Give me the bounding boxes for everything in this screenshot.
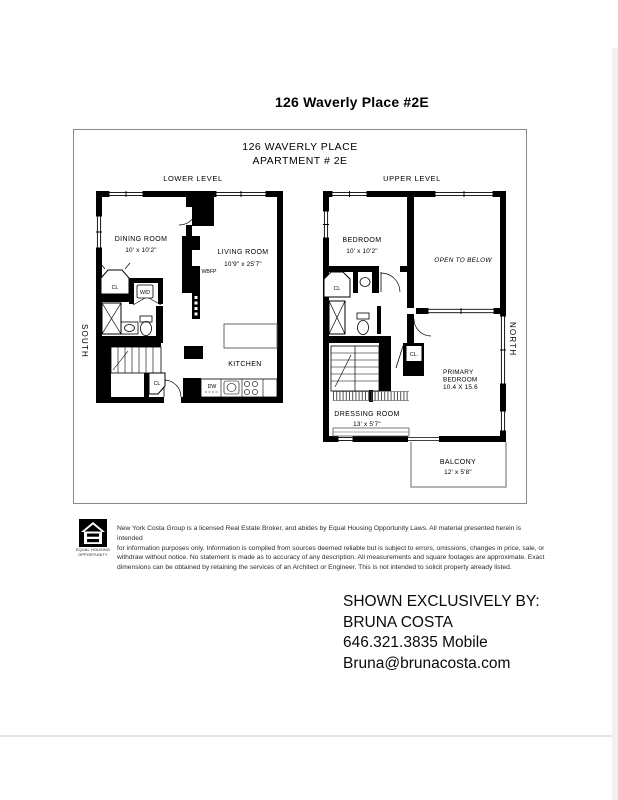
kitchen-label: KITCHEN bbox=[228, 361, 262, 368]
page-title: 126 Waverly Place #2E bbox=[275, 94, 429, 110]
balcony-label: BALCONY bbox=[439, 459, 477, 466]
upper-level-label: UPPER LEVEL bbox=[383, 174, 441, 183]
primary-bedroom-label-2: BEDROOM bbox=[443, 376, 478, 384]
living-room-dims: 10'9" x 25'7" bbox=[224, 261, 262, 268]
north-compass-label: NORTH bbox=[508, 322, 517, 357]
upper-windows bbox=[323, 191, 506, 442]
agent-email: Bruna@brunacosta.com bbox=[343, 654, 511, 672]
contact-block bbox=[343, 592, 540, 674]
dining-room-label: DINING ROOM bbox=[114, 236, 168, 243]
bedroom-dims: 10' x 10'2" bbox=[346, 248, 378, 255]
open-to-below-label: OPEN TO BELOW bbox=[434, 257, 492, 264]
equal-housing-caption: EQUAL HOUSING bbox=[75, 548, 111, 552]
equal-housing-caption: OPPORTUNITY bbox=[78, 552, 108, 557]
upper-closet-top-label: CL bbox=[333, 286, 341, 292]
living-room-label: LIVING ROOM bbox=[217, 249, 269, 256]
agent-name: BRUNA COSTA bbox=[343, 613, 453, 631]
dressing-room-label: DRESSING ROOM bbox=[334, 411, 400, 418]
dressing-room-dims: 13' x 5'7" bbox=[353, 421, 381, 428]
disclaimer-line: for information purposes only. Information is compiled from sources deemed reliable but is subject to errors, omissions, changes in price, sale, or bbox=[117, 544, 545, 552]
south-compass-label: SOUTH bbox=[80, 324, 89, 358]
primary-bedroom-dims: 10.4 X 15.6 bbox=[443, 384, 478, 391]
dining-room-dims: 10' x 10'2" bbox=[125, 247, 157, 254]
shown-exclusively-by: SHOWN EXCLUSIVELY BY: bbox=[343, 593, 540, 610]
disclaimer-line: withdraw without notice. No statement is made as to accuracy of any description. All measurements and square footages are approximate. Exact bbox=[117, 554, 545, 562]
lower-walls bbox=[96, 191, 283, 403]
dishwasher-label: DW bbox=[207, 384, 217, 390]
wbfp-label: WBFP bbox=[201, 269, 217, 275]
agent-phone: 646.321.3835 Mobile bbox=[343, 634, 488, 651]
upper-details bbox=[324, 272, 506, 487]
washer-dryer-label: W/D bbox=[139, 290, 151, 296]
page-edge-strip bbox=[612, 48, 618, 800]
primary-bedroom-label-1: PRIMARY bbox=[443, 369, 474, 376]
closet-bottom-label: CL bbox=[153, 381, 161, 387]
disclaimer-line: New York Costa Group is a licensed Real Estate Broker, and abides by Equal Housing Opportunity Laws. All material presented herein is intended bbox=[117, 525, 522, 542]
disclaimer-line: dimensions can be obtained by retaining the services of an Architect or Engineer. This is not intended to solicit property already listed. bbox=[117, 564, 512, 572]
balcony-dims: 12' x 5'8" bbox=[444, 469, 472, 476]
floorplan-apartment: APARTMENT # 2E bbox=[252, 155, 348, 167]
lower-level-label: LOWER LEVEL bbox=[163, 174, 223, 183]
floorplan-address: 126 WAVERLY PLACE bbox=[242, 141, 358, 153]
closet-top-label: CL bbox=[111, 285, 119, 291]
lower-level-floorplan bbox=[91, 186, 286, 408]
page-break-line bbox=[0, 735, 612, 737]
bedroom-label: BEDROOM bbox=[342, 237, 382, 244]
disclaimer-text bbox=[117, 524, 547, 573]
upper-walls bbox=[323, 191, 506, 442]
floorplan-box bbox=[73, 129, 527, 504]
upper-level-floorplan bbox=[316, 186, 516, 491]
upper-closet-primary-label: CL. bbox=[409, 352, 419, 358]
